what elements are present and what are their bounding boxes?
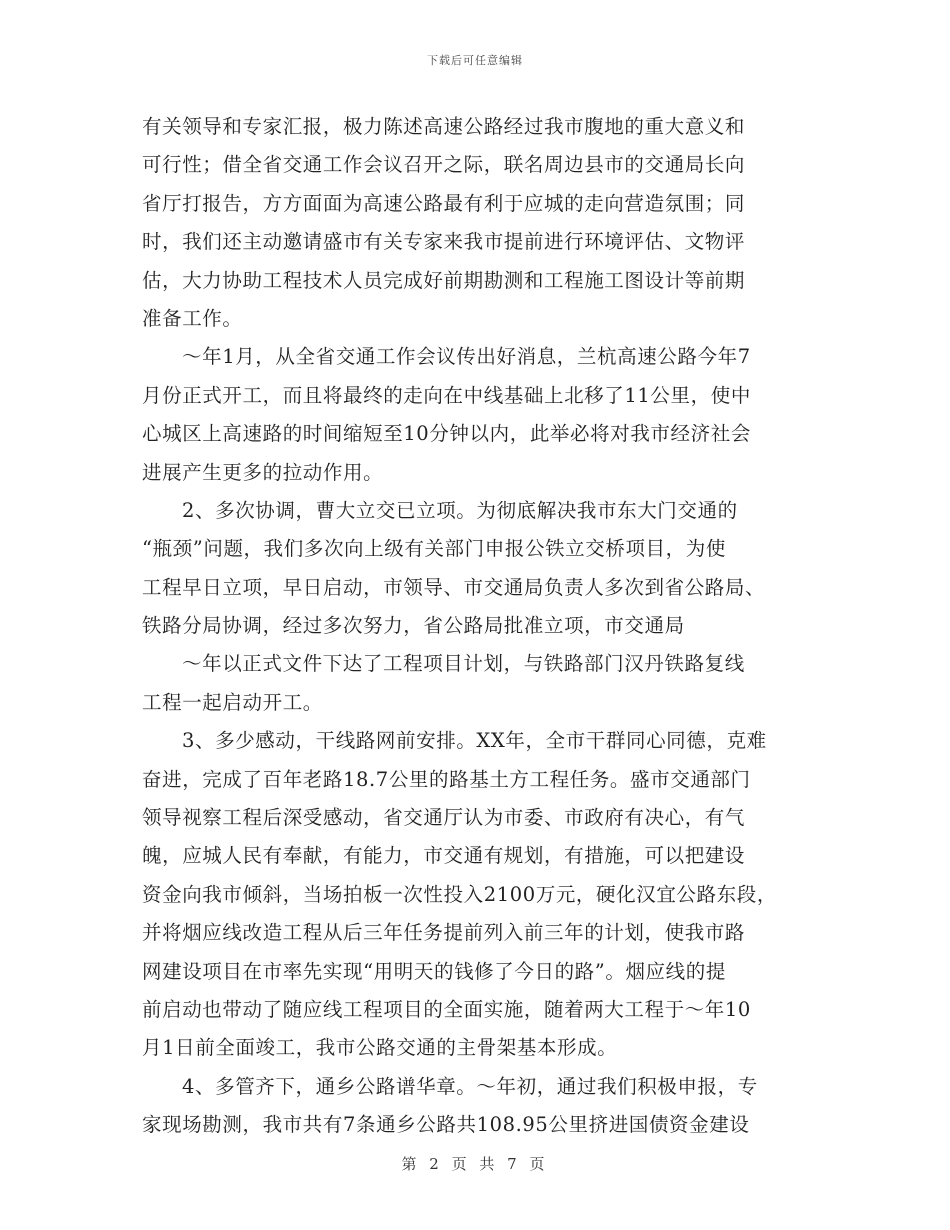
paragraph-start-line: 4、多管齐下，通乡公路谱华章。～年初，通过我们积极申报，专 xyxy=(182,1074,758,1098)
text-line: 前启动也带动了随应线工程项目的全面实施，随着两大工程于～年10 xyxy=(142,997,751,1021)
text-line: 月1日前全面竣工，我市公路交通的主骨架基本形成。 xyxy=(142,1036,618,1060)
text-line: “瓶颈”问题，我们多次向上级有关部门申报公铁立交桥项目，为使 xyxy=(142,537,726,561)
paragraph-start-line: 2、多次协调，曹大立交已立项。为彻底解决我市东大门交通的 xyxy=(182,498,738,522)
text-line: 准备工作。 xyxy=(142,306,243,330)
text-line: 工程一起启动开工。 xyxy=(142,690,323,714)
text-line: 网建设项目在市率先实现“用明天的钱修了今日的路”。烟应线的提 xyxy=(142,959,726,983)
text-line: 估，大力协助工程技术人员完成好前期勘测和工程施工图设计等前期 xyxy=(142,268,746,292)
text-line: 家现场勘测，我市共有7条通乡公路共108.95公里挤进国债资金建设 xyxy=(142,1113,750,1137)
paragraph-start-line: ～年以正式文件下达了工程项目计划，与铁路部门汉丹铁路复线 xyxy=(182,652,745,676)
text-line: 省厅打报告，方方面面为高速公路最有利于应城的走向营造氛围；同 xyxy=(142,191,746,215)
text-line: 奋进，完成了百年老路18.7公里的路基土方工程任务。盛市交通部门 xyxy=(142,767,751,791)
text-line: 资金向我市倾斜，当场拍板一次性投入2100万元，硬化汉宜公路东段， xyxy=(142,882,777,906)
text-line: 进展产生更多的拉动作用。 xyxy=(142,460,384,484)
text-line: 魄，应城人民有奉献，有能力，市交通有规划，有措施，可以把建设 xyxy=(142,844,746,868)
page-header: 下载后可任意编辑 xyxy=(427,54,523,67)
text-line: 领导视察工程后深受感动，省交通厅认为市委、市政府有决心，有气 xyxy=(142,806,746,830)
paragraph-start-line: ～年1月，从全省交通工作会议传出好消息，兰杭高速公路今年7 xyxy=(182,345,751,369)
text-line: 工程早日立项，早日启动，市领导、市交通局负责人多次到省公路局、 xyxy=(142,575,766,599)
text-line: 铁路分局协调，经过多次努力，省公路局批准立项，市交通局 xyxy=(142,614,685,638)
paragraph-start-line: 3、多少感动，干线路网前安排。XX年，全市干群同心同德，克难 xyxy=(182,729,767,753)
document-body xyxy=(142,108,814,1145)
text-line: 有关领导和专家汇报，极力陈述高速公路经过我市腹地的重大意义和 xyxy=(142,115,746,138)
text-line: 心城区上高速路的时间缩短至10分钟以内，此举必将对我市经济社会 xyxy=(142,422,751,446)
text-line: 时，我们还主动邀请盛市有关专家来我市提前进行环境评估、文物评 xyxy=(142,230,746,254)
text-line: 可行性；借全省交通工作会议召开之际，联名周边县市的交通局长向 xyxy=(142,153,746,177)
page-number: 第 2 页 共 7 页 xyxy=(401,1155,549,1173)
text-line: 并将烟应线改造工程从后三年任务提前列入前三年的计划，使我市路 xyxy=(142,921,746,945)
text-line: 月份正式开工，而且将最终的走向在中线基础上北移了11公里，使中 xyxy=(142,383,751,407)
